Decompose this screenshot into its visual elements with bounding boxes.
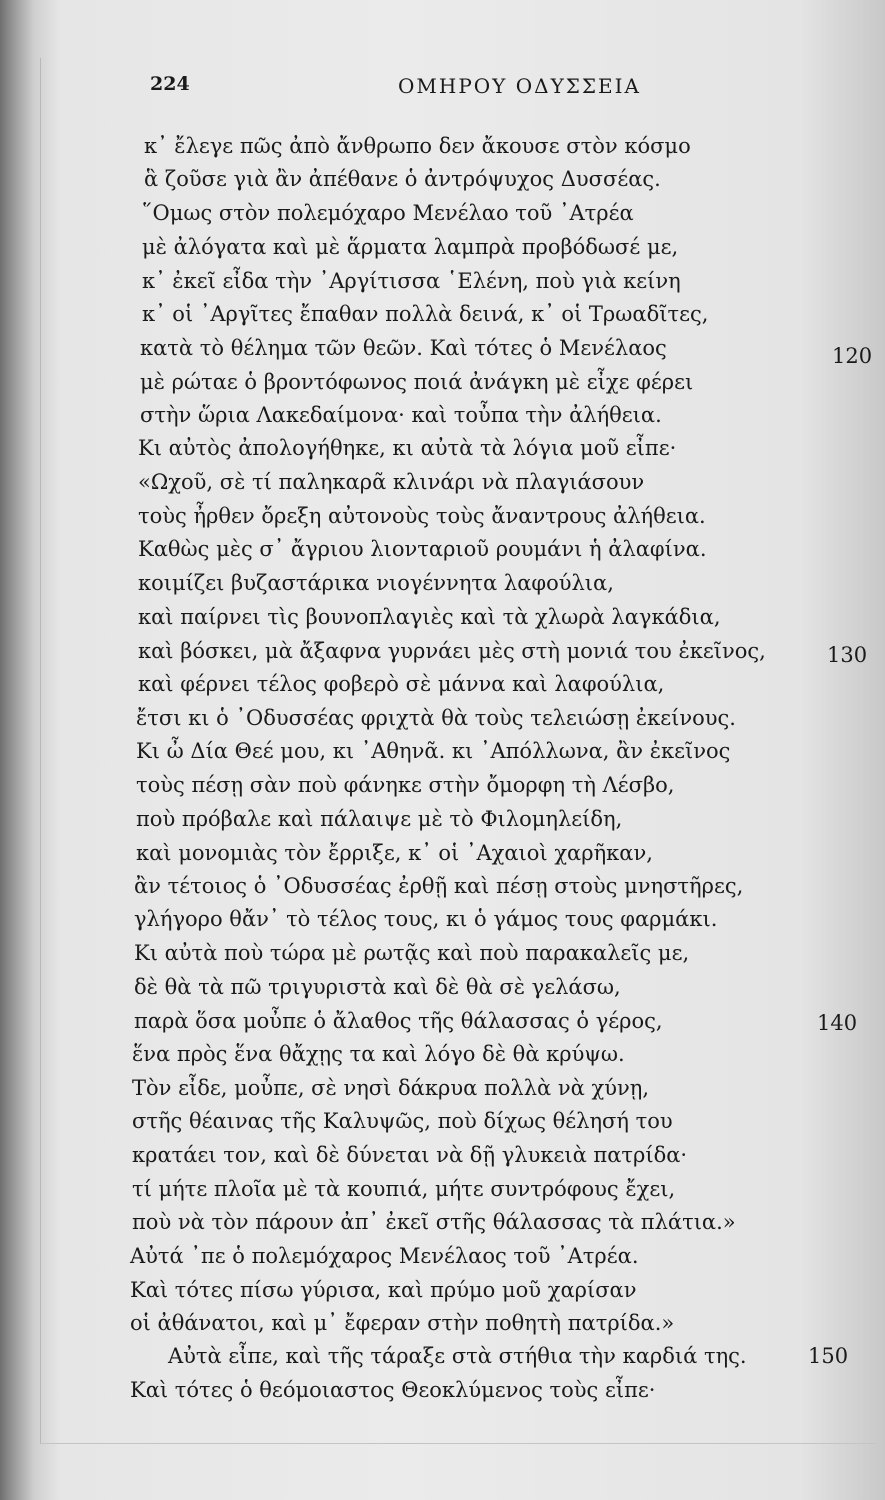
- verse-line: κατὰ τὸ θέλημα τῶν θεῶν. Καὶ τότες ὁ Μενέλαος: [140, 336, 667, 360]
- verse-line: Αὐτὰ εἶπε, καὶ τῆς τάραξε στὰ στήθια τὴν καρδιά της.: [168, 1344, 747, 1368]
- verse-line: Αὐτά ᾿πε ὁ πολεμόχαρος Μενέλαος τοῦ ᾿Ατρέα.: [130, 1244, 639, 1268]
- verse-line: οἱ ἀθάνατοι, καὶ μ᾿ ἔφεραν στὴν ποθητὴ πατρίδα.»: [130, 1311, 675, 1335]
- verse-line: ποὺ πρόβαλε καὶ πάλαιψε μὲ τὸ Φιλομηλείδη,: [136, 807, 623, 831]
- verse-line: παρὰ ὅσα μοὖπε ὁ ἄλαθος τῆς θάλασσας ὁ γέρος,: [134, 1009, 663, 1033]
- verse-line: Τὸν εἶδε, μοὖπε, σὲ νησὶ δάκρυα πολλὰ νὰ χύνῃ,: [132, 1076, 650, 1100]
- verse-line: τοὺς ἦρθεν ὄρεξη αὐτονοὺς τοὺς ἄναντρους ἀλήθεια.: [138, 504, 706, 528]
- verse-line: κ᾿ ἔλεγε πῶς ἀπὸ ἄνθρωπο δεν ἄκουσε στὸν κόσμο: [144, 134, 691, 158]
- verse-line: ἔτσι κι ὁ ᾿Οδυσσέας φριχτὰ θὰ τοὺς τελειώσῃ ἐκείνους.: [136, 706, 736, 730]
- verse-line: δὲ θὰ τὰ πῶ τριγυριστὰ καὶ δὲ θὰ σὲ γελάσω,: [134, 975, 621, 999]
- verse-line: στὴν ὥρια Λακεδαίμονα· καὶ τοὖπα τὴν ἀλήθεια.: [140, 403, 662, 427]
- verse-line: καὶ παίρνει τὶς βουνοπλαγιὲς καὶ τὰ χλωρὰ λαγκάδια,: [138, 605, 721, 629]
- verse-line: Καὶ τότες πίσω γύρισα, καὶ πρύμο μοῦ χαρίσαν: [130, 1278, 637, 1302]
- verse-line: τί μήτε πλοῖα μὲ τὰ κουπιά, μήτε συντρόφους ἔχει,: [132, 1177, 676, 1201]
- verse-line: γλήγορο θἄν᾿ τὸ τέλος τους, κι ὁ γάμος τους φαρμάκι.: [134, 907, 718, 931]
- verse-line: ἕνα πρὸς ἕνα θἄχῃς τα καὶ λόγο δὲ θὰ κρύψω.: [132, 1042, 625, 1066]
- verse-line: καὶ βόσκει, μὰ ἄξαφνα γυρνάει μὲς στὴ μονιά του ἐκεῖνος,: [138, 639, 766, 663]
- verse-line: ἃ ζοῦσε γιὰ ἂν ἀπέθανε ὁ ἀντρόψυχος Δυσσέας.: [144, 167, 661, 191]
- verse-line: κ᾿ οἱ ᾿Αργῖτες ἔπαθαν πολλὰ δεινά, κ᾿ οἱ Τρωαδῖτες,: [142, 302, 709, 326]
- line-number: 150: [808, 1344, 849, 1368]
- verse-line: ποὺ νὰ τὸν πάρουν ἀπ᾿ ἐκεῖ στῆς θάλασσας τὰ πλάτια.»: [132, 1210, 736, 1234]
- verse-line: Καὶ τότες ὁ θεόμοιαστος Θεοκλύμενος τοὺς εἶπε·: [130, 1378, 656, 1402]
- verse-line: κ᾿ ἐκεῖ εἶδα τὴν ᾿Αργίτισσα ῾Ελένη, ποὺ γιὰ κείνη: [142, 269, 681, 293]
- verse-line: Κι ὦ Δία Θεέ μου, κι ᾿Αθηνᾶ. κι ᾿Απόλλωνα, ἂν ἐκεῖνος: [136, 739, 731, 763]
- verse-line: καὶ μονομιὰς τὸν ἔρριξε, κ᾿ οἱ ᾿Αχαιοὶ χαρῆκαν,: [136, 841, 653, 865]
- verse-line: κρατάει τον, καὶ δὲ δύνεται νὰ δῇ γλυκειὰ πατρίδα·: [132, 1143, 688, 1167]
- verse-line: στῆς θέαινας τῆς Καλυψῶς, ποὺ δίχως θέλησή του: [132, 1109, 673, 1133]
- verse-line: «Ωχοῦ, σὲ τί παληκαρᾶ κλινάρι νὰ πλαγιάσουν: [138, 470, 645, 494]
- line-number: 120: [832, 344, 873, 368]
- verse-line: Καθὼς μὲς σ᾿ ἄγριου λιονταριοῦ ρουμάνι ἡ ἀλαφίνα.: [138, 537, 707, 561]
- verse-line: κοιμίζει βυζαστάρικα νιογέννητα λαφούλια,: [138, 571, 614, 595]
- verse-line: Κι αὐτὸς ἀπολογήθηκε, κι αὐτὰ τὰ λόγια μοῦ εἶπε·: [138, 436, 677, 460]
- verse-line: καὶ φέρνει τέλος φοβερὸ σὲ μάννα καὶ λαφούλια,: [138, 672, 665, 696]
- running-title: ΟΜΗΡΟΥ ΟΔΥΣΣΕΙΑ: [398, 74, 641, 98]
- line-number: 140: [817, 1011, 858, 1035]
- verse-line: μὲ ρώταε ὁ βροντόφωνος ποιά ἀνάγκη μὲ εἶχε φέρει: [140, 370, 694, 394]
- verse-line: ῞Ομως στὸν πολεμόχαρο Μενέλαο τοῦ ᾿Ατρέα: [142, 201, 634, 225]
- line-number: 130: [827, 643, 868, 667]
- verse-line: Κι αὐτὰ ποὺ τώρα μὲ ρωτᾷς καὶ ποὺ παρακαλεῖς με,: [134, 941, 690, 965]
- page-number: 224: [150, 73, 190, 95]
- verse-line: τοὺς πέσῃ σὰν ποὺ φάνηκε στὴν ὄμορφη τὴ Λέσβο,: [136, 773, 675, 797]
- verse-line: ἂν τέτοιος ὁ ᾿Οδυσσέας ἐρθῇ καὶ πέσῃ στοὺς μνηστῆρες,: [134, 874, 744, 898]
- verse-line: μὲ ἀλόγατα καὶ μὲ ἅρματα λαμπρὰ προβόδωσέ με,: [142, 235, 679, 259]
